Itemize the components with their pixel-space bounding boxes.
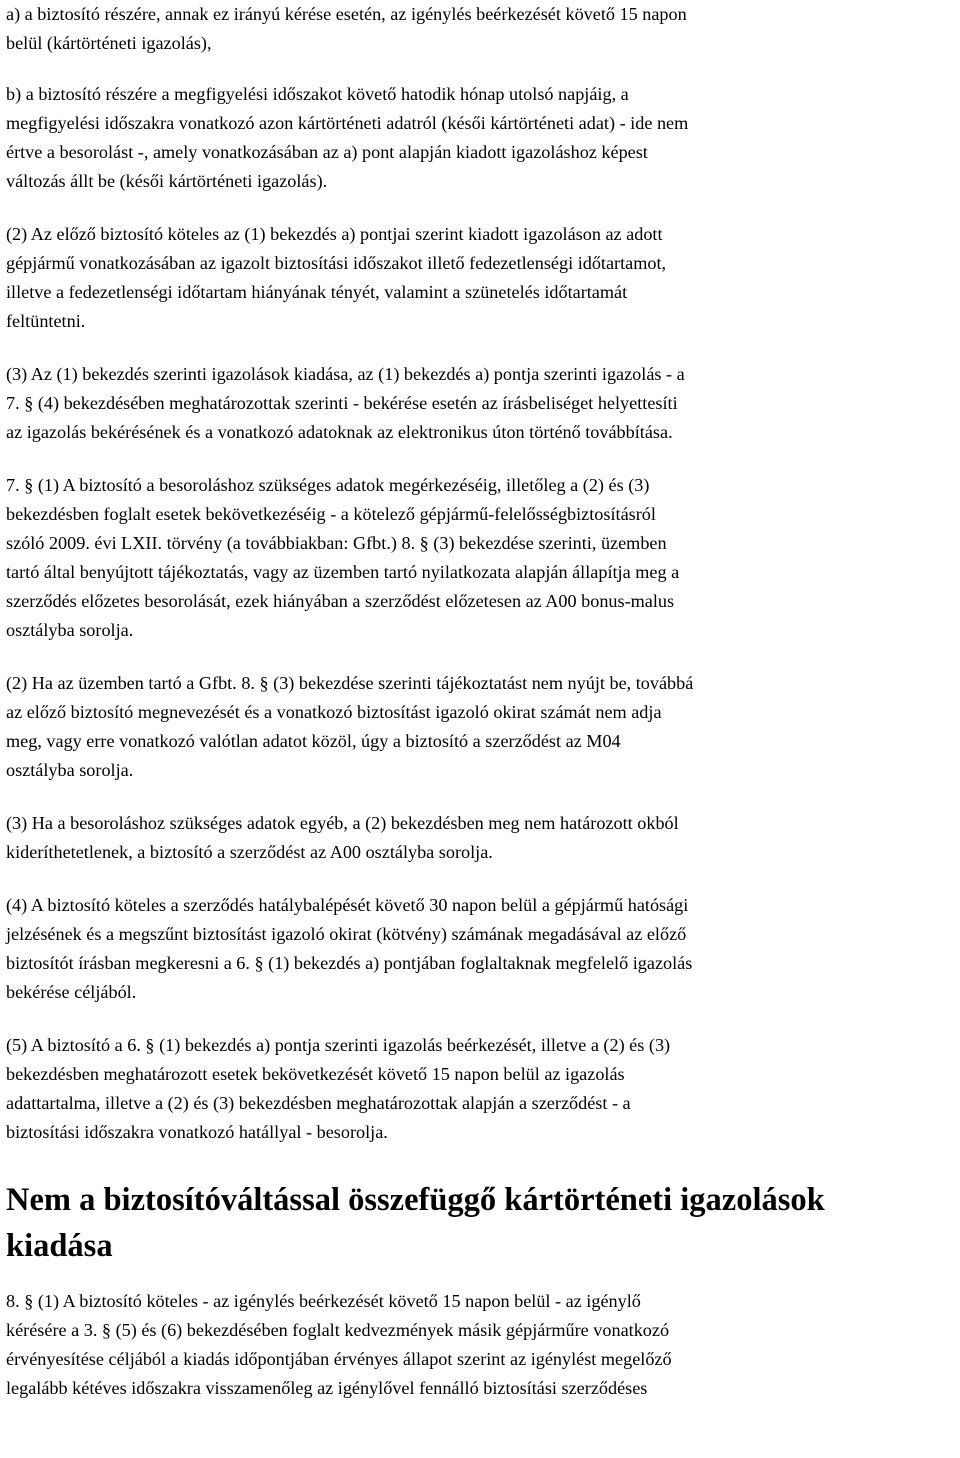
paragraph-8-1: 8. § (1) A biztosító köteles - az igénylés beérkezését követő 15 napon belül - az igénylő kérésére a 3. § (5) és (6) bekezdésében foglalt kedvezmények másik gépjárműre vonatkozó érvényesítése céljából a kiadás időpontjában érvényes állapot szerint az igénylést megelőző legalább kétéves időszakra visszamenőleg az igénylővel fennálló biztosítási szerződéses	[6, 1291, 672, 1398]
document-page	[6, 0, 960, 1403]
paragraph-1a: a) a biztosító részére, annak ez irányú kérése esetén, az igénylés beérkezését követő 15 napon belül (kártörténeti igazolás),	[6, 4, 687, 53]
paragraph-7-2: (2) Ha az üzemben tartó a Gfbt. 8. § (3) bekezdése szerinti tájékoztatást nem nyújt be, továbbá az előző biztosító megnevezését és a vonatkozó biztosítást igazoló okirat számát nem adja meg, vagy erre vonatkozó valótlan adatot közöl, úgy a biztosító a szerződést az M04 osztályba sorolja.	[6, 673, 694, 780]
paragraph-7-1: 7. § (1) A biztosító a besoroláshoz szükséges adatok megérkezéséig, illetőleg a (2) és (3) bekezdésben foglalt esetek bekövetkezéséig - a kötelező gépjármű-felelősségbiztosításról szóló 2009. évi LXII. törvény (a továbbiakban: Gfbt.) 8. § (3) bekezdése szerinti, üzemben tartó által benyújtott tájékoztatás, vagy az üzemben tartó nyilatkozata alapján állapítja meg a szerződés előzetes besorolását, ezek hiányában a szerződést előzetesen az A00 bonus-malus osztályba sorolja.	[6, 475, 680, 640]
section-heading: Nem a biztosítóváltással összefüggő kártörténeti igazolások kiadása	[6, 1182, 825, 1264]
paragraph-7-5: (5) A biztosító a 6. § (1) bekezdés a) pontja szerinti igazolás beérkezését, illetve a (2) és (3) bekezdésben meghatározott esetek bekövetkezését követő 15 napon belül az igazolás adattartalma, illetve a (2) és (3) bekezdésben meghatározottak alapján a szerződést - a biztosítási időszakra vonatkozó hatállyal - besorolja.	[6, 1035, 671, 1142]
paragraph-6-2: (2) Az előző biztosító köteles az (1) bekezdés a) pontjai szerint kiadott igazoláson az adott gépjármű vonatkozásában az igazolt biztosítási időszakot illető fedezetlenségi időtartamot, illetve a fedezetlenségi időtartam hiányának tényét, valamint a szünetelés időtartamát feltüntetni.	[6, 224, 667, 331]
paragraph-7-3: (3) Ha a besoroláshoz szükséges adatok egyéb, a (2) bekezdésben meg nem határozott okból kideríthetetlenek, a biztosító a szerződést az A00 osztályba sorolja.	[6, 813, 679, 862]
paragraph-7-4: (4) A biztosító köteles a szerződés hatálybalépését követő 30 napon belül a gépjármű hatósági jelzésének és a megszűnt biztosítást igazoló okirat (kötvény) számának megadásával az előző biztosítót írásban megkeresni a 6. § (1) bekezdés a) pontjában foglaltaknak megfelelő igazolás bekérése céljából.	[6, 895, 693, 1002]
paragraph-1b: b) a biztosító részére a megfigyelési időszakot követő hatodik hónap utolsó napjáig, a megfigyelési időszakra vonatkozó azon kártörténeti adatról (késői kártörténeti adat) - ide nem értve a besorolást -, amely vonatkozásában az a) pont alapján kiadott igazoláshoz képest változás állt be (késői kártörténeti igazolás).	[6, 84, 689, 191]
paragraph-6-3: (3) Az (1) bekezdés szerinti igazolások kiadása, az (1) bekezdés a) pontja szerinti igazolás - a 7. § (4) bekezdésében meghatározottak szerinti - bekérése esetén az írásbeliséget helyettesíti az igazolás bekérésének és a vonatkozó adatoknak az elektronikus úton történő továbbítása.	[6, 364, 685, 442]
